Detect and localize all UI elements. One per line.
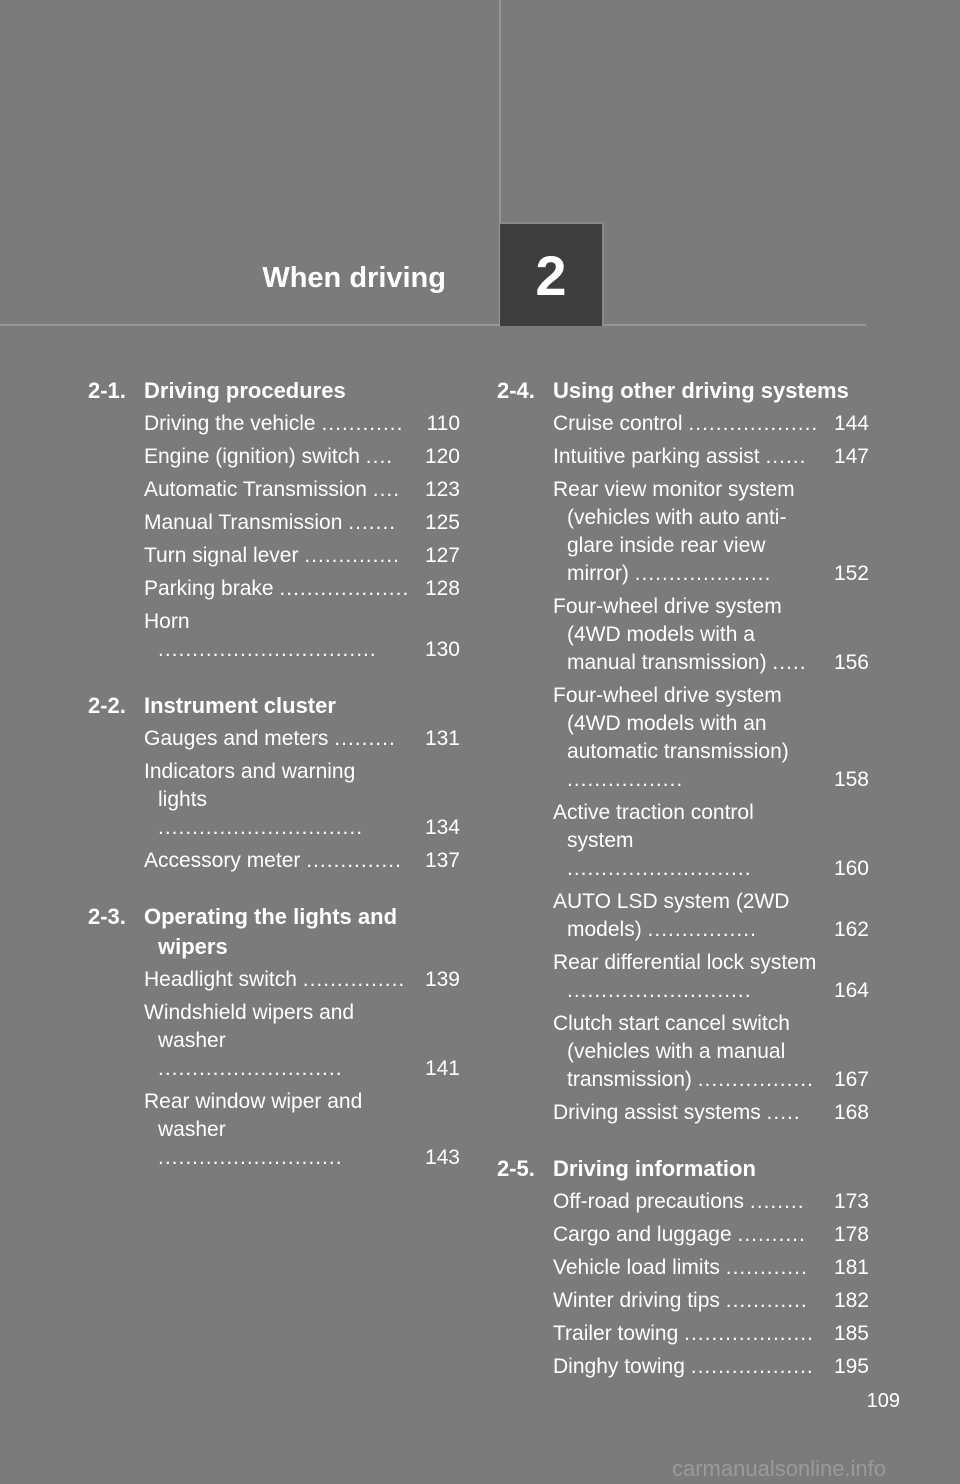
entry-title[interactable]: Gauges and meters — [144, 727, 329, 750]
dot-leader: ............... — [302, 968, 406, 991]
entry-title[interactable]: Rear view monitor system (vehicles with auto anti-glare inside rear view mirror) — [553, 478, 795, 585]
entry-title[interactable]: Dinghy towing — [553, 1355, 685, 1378]
entry-title[interactable]: Intuitive parking assist — [553, 445, 760, 468]
entry-title[interactable]: Turn signal lever — [144, 544, 299, 567]
entry-page-number[interactable]: 139 — [424, 968, 460, 991]
entry-text-block — [553, 443, 869, 471]
toc-entry[interactable] — [553, 1254, 869, 1282]
entry-text-block — [144, 575, 460, 603]
toc-entry[interactable] — [144, 847, 460, 875]
dot-leader: .............................. — [158, 816, 364, 839]
entry-page-number[interactable]: 182 — [833, 1289, 869, 1312]
toc-entry[interactable] — [553, 476, 869, 588]
dot-leader: .... — [365, 445, 394, 468]
chapter-number: 2 — [535, 243, 567, 307]
dot-leader: .............. — [304, 544, 400, 567]
dot-leader: ................. — [567, 768, 684, 791]
toc-entry[interactable] — [144, 542, 460, 570]
entry-title[interactable]: Trailer towing — [553, 1322, 679, 1345]
dot-leader: ........................... — [158, 1057, 343, 1080]
toc-entry[interactable] — [144, 758, 460, 842]
dot-leader: .................... — [634, 562, 772, 585]
entry-title[interactable]: Active traction control system — [553, 801, 754, 852]
entry-text-block — [553, 1287, 869, 1315]
toc-entry[interactable] — [553, 410, 869, 438]
dot-leader: ....... — [348, 511, 397, 534]
entry-title[interactable]: Windshield wipers and washer — [144, 1001, 355, 1052]
section-number: 2-2. — [88, 693, 126, 718]
entry-title[interactable]: Clutch start cancel switch (vehicles with a manual transmission) — [553, 1012, 790, 1091]
entry-page-number[interactable]: 143 — [424, 1146, 460, 1169]
toc-entry[interactable] — [553, 1353, 869, 1381]
entry-text-block — [553, 1353, 869, 1381]
section-title[interactable]: Instrument cluster — [144, 693, 336, 718]
entry-text-block — [553, 1221, 869, 1249]
entry-page-number[interactable]: 144 — [833, 412, 869, 435]
toc-entry[interactable] — [144, 443, 460, 471]
dot-leader: ......... — [334, 727, 396, 750]
toc-entry[interactable] — [553, 1221, 869, 1249]
toc-section — [88, 376, 460, 664]
entry-page-number[interactable]: 164 — [833, 979, 869, 1002]
section-title[interactable]: Operating the lights and wipers — [144, 904, 398, 959]
toc-entry[interactable] — [553, 949, 869, 1005]
entry-text-block — [144, 847, 460, 875]
section-number: 2-3. — [88, 904, 126, 929]
toc-entry[interactable] — [144, 1088, 460, 1172]
entry-title[interactable]: Headlight switch — [144, 968, 297, 991]
page-number: 109 — [866, 1390, 900, 1412]
entry-text-block — [144, 443, 460, 471]
dot-leader: .................. — [690, 1355, 814, 1378]
toc-entry[interactable] — [144, 575, 460, 603]
toc-section — [497, 376, 869, 1127]
dot-leader: ................... — [684, 1322, 814, 1345]
toc-column-right — [497, 376, 869, 1408]
entry-page-number[interactable]: 185 — [833, 1322, 869, 1345]
entry-text-block — [144, 999, 460, 1083]
entry-text-block — [144, 608, 460, 664]
section-heading — [88, 902, 460, 962]
section-title[interactable]: Using other driving systems — [553, 378, 849, 403]
entry-text-block — [553, 476, 869, 588]
entry-page-number[interactable]: 123 — [424, 478, 460, 501]
dot-leader: ............ — [321, 412, 404, 435]
entry-text-block — [144, 725, 460, 753]
entry-page-number[interactable]: 127 — [424, 544, 460, 567]
section-heading — [497, 376, 869, 406]
toc-entry[interactable] — [144, 410, 460, 438]
entry-title[interactable]: Driving the vehicle — [144, 412, 316, 435]
entry-page-number[interactable]: 158 — [833, 768, 869, 791]
entry-title[interactable]: AUTO LSD system (2WD models) — [553, 890, 790, 941]
entry-title[interactable]: Automatic Transmission — [144, 478, 367, 501]
toc-entry[interactable] — [553, 1320, 869, 1348]
section-heading — [497, 1154, 869, 1184]
entry-text-block — [553, 888, 869, 944]
entry-page-number[interactable]: 141 — [424, 1057, 460, 1080]
toc-column-left — [88, 376, 460, 1199]
entry-title[interactable]: Four-wheel drive system (4WD models with a manual transmission) — [553, 595, 782, 674]
entry-page-number[interactable]: 134 — [424, 816, 460, 839]
entry-text-block — [553, 593, 869, 677]
entry-page-number[interactable]: 167 — [833, 1068, 869, 1091]
dot-leader: ........................... — [567, 979, 752, 1002]
toc-entry[interactable] — [144, 999, 460, 1083]
dot-leader: ........ — [749, 1190, 805, 1213]
entry-page-number[interactable]: 178 — [833, 1223, 869, 1246]
dot-leader: ................... — [688, 412, 819, 435]
toc-entry[interactable] — [144, 725, 460, 753]
dot-leader: .......... — [737, 1223, 806, 1246]
toc-entry[interactable] — [144, 476, 460, 504]
entry-text-block — [144, 542, 460, 570]
toc-section — [88, 691, 460, 875]
entry-page-number[interactable]: 147 — [833, 445, 869, 468]
dot-leader: ........................... — [567, 857, 752, 880]
entry-title[interactable]: Indicators and warning lights — [144, 760, 356, 811]
entry-page-number[interactable]: 160 — [833, 857, 869, 880]
toc-entry[interactable] — [553, 593, 869, 677]
entry-text-block — [553, 949, 869, 1005]
toc-entry[interactable] — [144, 966, 460, 994]
entry-text-block — [144, 509, 460, 537]
section-number: 2-4. — [497, 378, 535, 403]
entry-page-number[interactable]: 168 — [833, 1101, 869, 1124]
entry-page-number[interactable]: 128 — [424, 577, 460, 600]
toc-section — [497, 1154, 869, 1381]
dot-leader: ...... — [765, 445, 807, 468]
section-number: 2-1. — [88, 378, 126, 403]
dot-leader: ..... — [766, 1101, 801, 1124]
dot-leader: .............. — [306, 849, 402, 872]
entry-text-block — [553, 410, 869, 438]
dot-leader: ................ — [647, 918, 757, 941]
entry-title[interactable]: Manual Transmission — [144, 511, 343, 534]
entry-page-number[interactable]: 181 — [833, 1256, 869, 1279]
dot-leader: ............ — [725, 1289, 808, 1312]
dot-leader: ................. — [697, 1068, 814, 1091]
entry-page-number[interactable]: 173 — [833, 1190, 869, 1213]
entry-title[interactable]: Horn — [144, 610, 190, 633]
entry-text-block — [144, 1088, 460, 1172]
entry-page-number[interactable]: 162 — [833, 918, 869, 941]
entry-text-block — [144, 966, 460, 994]
entry-text-block — [553, 1188, 869, 1216]
entry-title[interactable]: Four-wheel drive system (4WD models with an automatic transmission) — [553, 684, 789, 763]
dot-leader: ........................... — [158, 1146, 343, 1169]
entry-text-block — [144, 476, 460, 504]
entry-title[interactable]: Accessory meter — [144, 849, 301, 872]
entry-text-block — [553, 1254, 869, 1282]
entry-title[interactable]: Vehicle load limits — [553, 1256, 720, 1279]
entry-text-block — [144, 758, 460, 842]
toc-entry[interactable] — [553, 888, 869, 944]
entry-text-block — [553, 1099, 869, 1127]
divider-horizontal — [0, 324, 866, 326]
toc-entry[interactable] — [553, 1099, 869, 1127]
toc-entry[interactable] — [553, 443, 869, 471]
toc-section — [88, 902, 460, 1172]
entry-title[interactable]: Driving assist systems — [553, 1101, 761, 1124]
dot-leader: ............ — [725, 1256, 808, 1279]
entry-page-number[interactable]: 195 — [833, 1355, 869, 1378]
toc-entry[interactable] — [553, 1188, 869, 1216]
entry-text-block — [553, 682, 869, 794]
toc-entry[interactable] — [144, 608, 460, 664]
dot-leader: .... — [372, 478, 401, 501]
toc-entry[interactable] — [553, 682, 869, 794]
toc-entry[interactable] — [553, 799, 869, 883]
entry-page-number[interactable]: 110 — [426, 412, 460, 435]
dot-leader: ................................ — [158, 638, 377, 661]
dot-leader: ................... — [279, 577, 410, 600]
toc-entry[interactable] — [553, 1010, 869, 1094]
section-heading — [88, 691, 460, 721]
entry-text-block — [144, 410, 460, 438]
chapter-number-box — [500, 222, 604, 326]
dot-leader: ..... — [772, 651, 807, 674]
entry-page-number[interactable]: 130 — [424, 638, 460, 661]
entry-page-number[interactable]: 156 — [833, 651, 869, 674]
section-title[interactable]: Driving procedures — [144, 378, 346, 403]
entry-title[interactable]: Parking brake — [144, 577, 274, 600]
section-number: 2-5. — [497, 1156, 535, 1181]
entry-title[interactable]: Rear window wiper and washer — [144, 1090, 363, 1141]
entry-title[interactable]: Cruise control — [553, 412, 683, 435]
section-title[interactable]: Driving information — [553, 1156, 756, 1181]
entry-page-number[interactable]: 131 — [424, 727, 460, 750]
entry-title[interactable]: Cargo and luggage — [553, 1223, 732, 1246]
entry-title[interactable]: Engine (ignition) switch — [144, 445, 360, 468]
entry-page-number[interactable]: 152 — [833, 562, 869, 585]
entry-page-number[interactable]: 125 — [424, 511, 460, 534]
toc-entry[interactable] — [553, 1287, 869, 1315]
toc-entry[interactable] — [144, 509, 460, 537]
entry-text-block — [553, 799, 869, 883]
chapter-title: When driving — [262, 262, 446, 294]
entry-title[interactable]: Rear differential lock system — [553, 951, 817, 974]
entry-page-number[interactable]: 137 — [424, 849, 460, 872]
section-heading — [88, 376, 460, 406]
watermark: carmanualsonline.info — [672, 1456, 887, 1481]
entry-text-block — [553, 1320, 869, 1348]
entry-title[interactable]: Off-road precautions — [553, 1190, 745, 1213]
entry-text-block — [553, 1010, 869, 1094]
entry-title[interactable]: Winter driving tips — [553, 1289, 720, 1312]
entry-page-number[interactable]: 120 — [424, 445, 460, 468]
